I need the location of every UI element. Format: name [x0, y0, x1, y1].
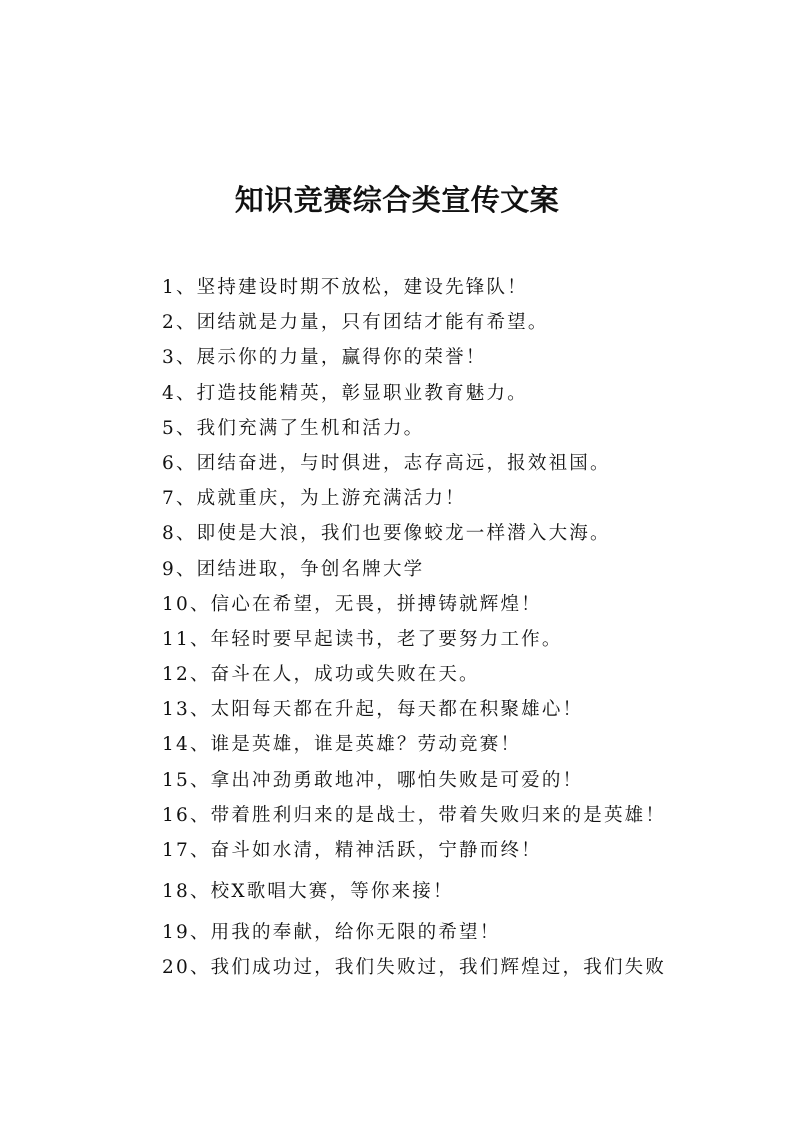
list-item: 12、奋斗在人，成功或失败在天。	[162, 664, 480, 686]
list-item: 2、团结就是力量，只有团结才能有希望。	[162, 312, 549, 334]
list-item: 5、我们充满了生机和活力。	[162, 417, 425, 439]
list-item: 8、即使是大浪，我们也要像蛟龙一样潜入大海。	[162, 523, 611, 545]
list-item: 16、带着胜利归来的是战士，带着失败归来的是英雄！	[162, 804, 667, 826]
list-item: 19、用我的奉献，给你无限的希望！	[162, 922, 501, 943]
list-item: 17、奋斗如水清，精神活跃，宁静而终！	[162, 840, 542, 861]
list-item: 20、我们成功过，我们失败过，我们辉煌过，我们失败	[162, 957, 667, 979]
list-item: 6、团结奋进，与时俱进，志存高远，报效祖国。	[162, 452, 611, 474]
list-item: 7、成就重庆，为上游充满活力！	[162, 488, 466, 510]
document-title: 知识竞赛综合类宣传文案	[234, 183, 560, 217]
list-item: 14、谁是英雄，谁是英雄？劳动竞赛！	[162, 734, 522, 756]
list-item: 18、校X歌唱大赛，等你来接！	[162, 881, 454, 902]
list-item: 9、团结进取，争创名牌大学	[162, 558, 425, 580]
list-item: 15、拿出冲劲勇敢地冲，哪怕失败是可爱的！	[162, 769, 584, 791]
list-item: 11、年轻时要早起读书，老了要努力工作。	[162, 628, 563, 650]
slogan-list	[162, 270, 722, 985]
list-item: 1、坚持建设时期不放松，建设先锋队！	[162, 277, 528, 298]
list-item: 10、信心在希望，无畏，拼搏铸就辉煌！	[162, 593, 542, 615]
list-item: 4、打造技能精英，彰显职业教育魅力。	[162, 382, 528, 404]
list-item: 13、太阳每天都在升起，每天都在积聚雄心！	[162, 699, 584, 721]
list-item: 3、展示你的力量，赢得你的荣誉！	[162, 347, 487, 369]
